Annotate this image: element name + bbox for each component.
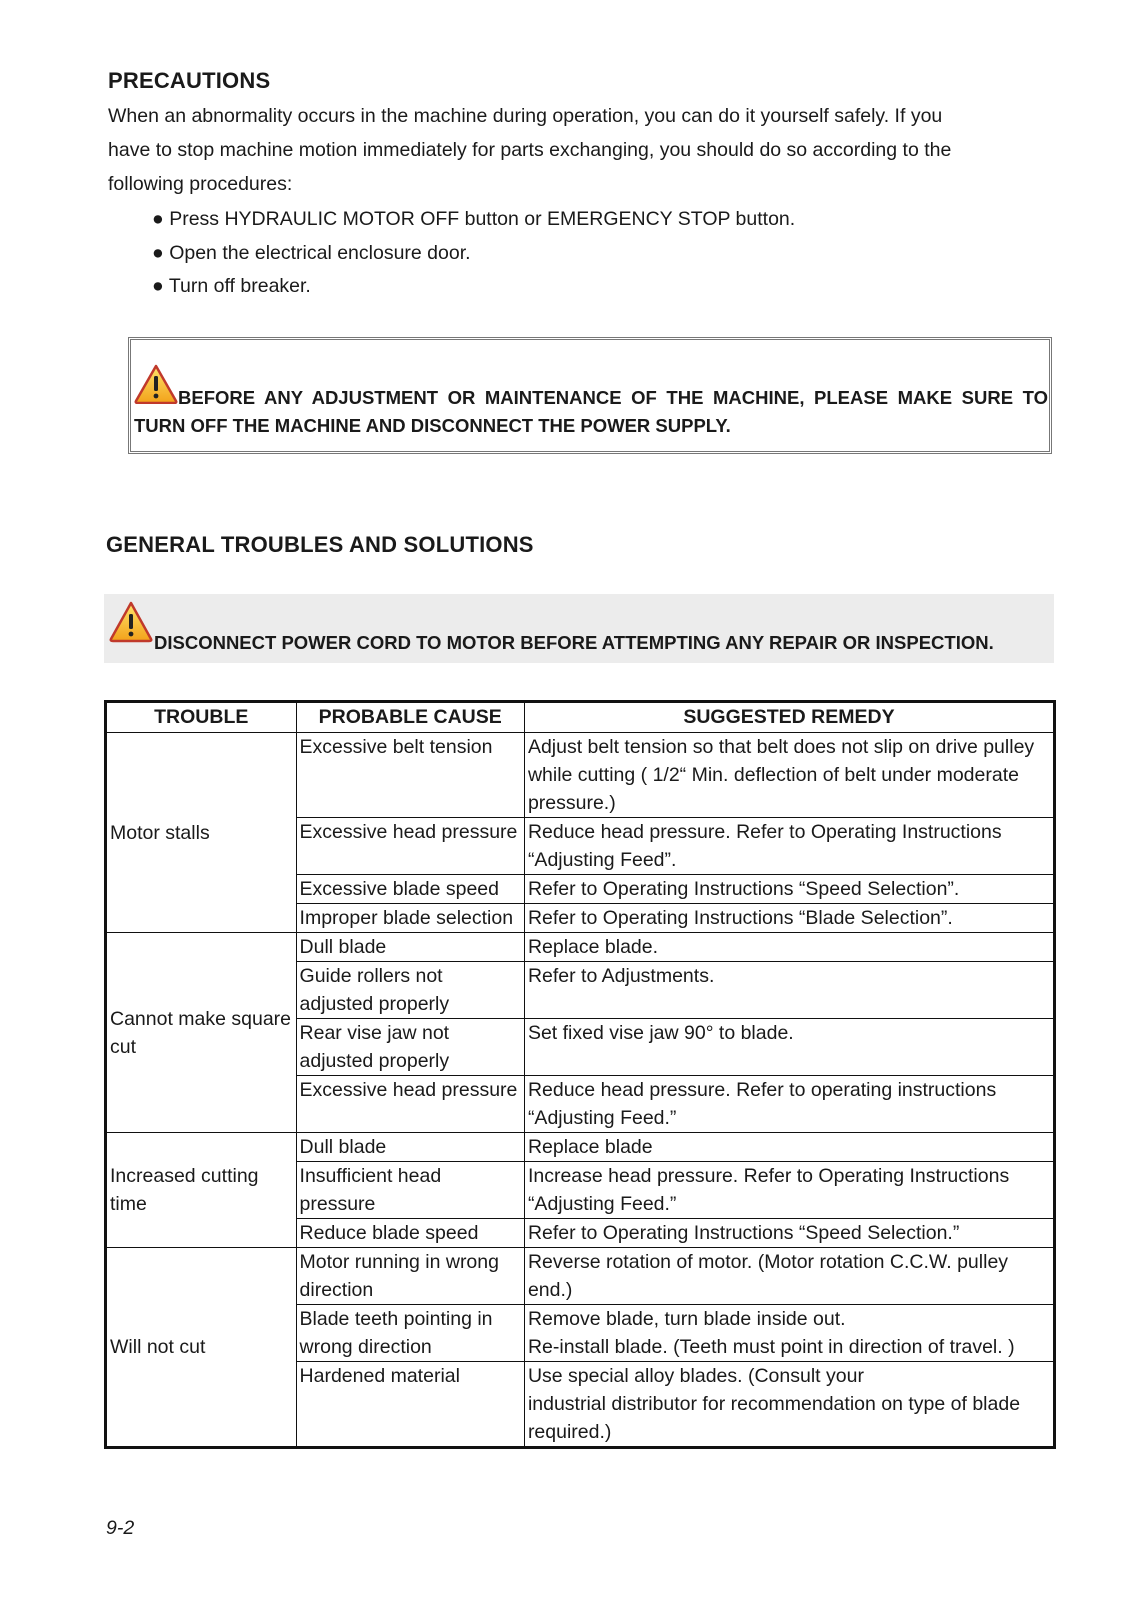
cause-cell: Dull blade	[296, 933, 524, 962]
remedy-cell: Reverse rotation of motor. (Motor rotation C.C.W. pulley end.)	[524, 1248, 1054, 1305]
remedy-cell: Set fixed vise jaw 90° to blade.	[524, 1019, 1054, 1076]
intro-line: following procedures:	[108, 173, 293, 195]
cause-cell: Excessive head pressure	[296, 1076, 524, 1133]
cause-cell: Motor running in wrong direction	[296, 1248, 524, 1305]
table-row	[106, 733, 1055, 818]
list-item: ● Turn off breaker.	[152, 275, 311, 297]
disconnect-warning-box	[104, 594, 1054, 663]
cause-cell: Excessive belt tension	[296, 733, 524, 818]
table-row	[106, 933, 1055, 962]
remedy-cell: Refer to Operating Instructions “Blade Selection”.	[524, 904, 1054, 933]
troubles-heading: GENERAL TROUBLES AND SOLUTIONS	[106, 532, 534, 557]
remedy-cell: Adjust belt tension so that belt does not slip on drive pulley while cutting ( 1/2“ Min. deflection of belt under moderate pressure.)	[524, 733, 1054, 818]
header-cause: PROBABLE CAUSE	[296, 702, 524, 733]
table-body	[106, 733, 1055, 1448]
procedure-list	[152, 203, 795, 304]
remedy-cell: Refer to Adjustments.	[524, 962, 1054, 1019]
bullet-icon: ●	[152, 208, 164, 230]
header-remedy: SUGGESTED REMEDY	[524, 702, 1054, 733]
page-number: 9-2	[106, 1517, 135, 1539]
table-row	[106, 1248, 1055, 1305]
warning-icon	[134, 364, 178, 412]
remedy-cell: Use special alloy blades. (Consult your industrial distributor for recommendation on type of blade required.)	[524, 1362, 1054, 1448]
intro-line: have to stop machine motion immediately for parts exchanging, you should do so according to the	[108, 139, 952, 161]
trouble-cell: Cannot make square cut	[106, 933, 297, 1133]
remedy-cell: Remove blade, turn blade inside out. Re-install blade. (Teeth must point in direction of travel. )	[524, 1305, 1054, 1362]
remedy-cell: Refer to Operating Instructions “Speed Selection.”	[524, 1219, 1054, 1248]
troubleshooting-table	[104, 700, 1056, 1449]
remedy-cell: Replace blade.	[524, 933, 1054, 962]
cause-cell: Blade teeth pointing in wrong direction	[296, 1305, 524, 1362]
remedy-cell: Reduce head pressure. Refer to Operating Instructions “Adjusting Feed”.	[524, 818, 1054, 875]
cause-cell: Insufficient head pressure	[296, 1162, 524, 1219]
remedy-cell: Refer to Operating Instructions “Speed Selection”.	[524, 875, 1054, 904]
bullet-icon: ●	[152, 275, 164, 297]
cause-cell: Reduce blade speed	[296, 1219, 524, 1248]
remedy-cell: Increase head pressure. Refer to Operating Instructions “Adjusting Feed.”	[524, 1162, 1054, 1219]
table-row	[106, 1133, 1055, 1162]
remedy-cell: Reduce head pressure. Refer to operating instructions “Adjusting Feed.”	[524, 1076, 1054, 1133]
cause-cell: Excessive blade speed	[296, 875, 524, 904]
cause-cell: Rear vise jaw not adjusted properly	[296, 1019, 524, 1076]
maintenance-warning: BEFORE ANY ADJUSTMENT OR MAINTENANCE OF THE MACHINE, PLEASE MAKE SURE TO TURN OFF THE MACHINE AND DISCONNECT THE POWER SUPPLY.	[134, 364, 1048, 440]
list-item: ● Press HYDRAULIC MOTOR OFF button or EMERGENCY STOP button.	[152, 208, 796, 230]
cause-cell: Improper blade selection	[296, 904, 524, 933]
warning-icon	[109, 601, 153, 648]
remedy-cell: Replace blade	[524, 1133, 1054, 1162]
disconnect-warning: DISCONNECT POWER CORD TO MOTOR BEFORE ATTEMPTING ANY REPAIR OR INSPECTION.	[154, 632, 994, 653]
cause-cell: Dull blade	[296, 1133, 524, 1162]
list-item: ● Open the electrical enclosure door.	[152, 241, 471, 264]
trouble-cell: Increased cutting time	[106, 1133, 297, 1248]
trouble-cell: Motor stalls	[106, 733, 297, 933]
trouble-cell: Will not cut	[106, 1248, 297, 1448]
maintenance-warning-box	[128, 337, 1052, 454]
cause-cell: Guide rollers not adjusted properly	[296, 962, 524, 1019]
cause-cell: Excessive head pressure	[296, 818, 524, 875]
precautions-heading: PRECAUTIONS	[108, 68, 271, 93]
bullet-icon: ●	[152, 241, 164, 264]
header-trouble: TROUBLE	[106, 702, 297, 733]
table-header-row	[106, 702, 1055, 733]
cause-cell: Hardened material	[296, 1362, 524, 1448]
precautions-intro	[108, 99, 951, 201]
intro-line: When an abnormality occurs in the machine during operation, you can do it yourself safely. If you	[108, 105, 943, 127]
